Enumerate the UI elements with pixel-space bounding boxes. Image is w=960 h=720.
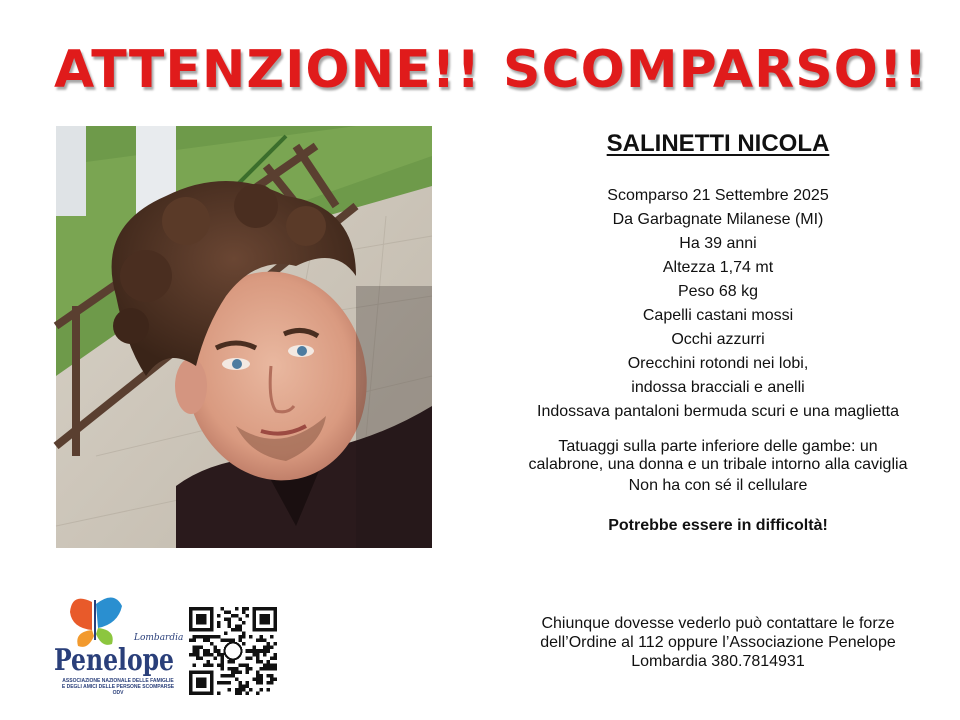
person-name: SALINETTI NICOLA bbox=[606, 130, 830, 157]
detail-line: Capelli castani mossi bbox=[642, 307, 794, 324]
detail-line: Peso 68 kg bbox=[677, 283, 759, 300]
warning-text: Potrebbe essere in difficoltà! bbox=[608, 517, 828, 534]
missing-person-photo bbox=[56, 126, 432, 548]
detail-line: Altezza 1,74 mt bbox=[662, 259, 774, 276]
logo-name: Penelope bbox=[54, 643, 174, 678]
detail-line: Occhi azzurri bbox=[671, 331, 765, 348]
logo-subtitle: ASSOCIAZIONE NAZIONALE DELLE FAMIGLIE E DEGLI AMICI DELLE PERSONE SCOMPARSE ODV bbox=[61, 678, 175, 696]
qr-code-icon[interactable] bbox=[189, 607, 277, 695]
detail-line: indossa bracciali e anelli bbox=[631, 379, 805, 396]
detail-line: Ha 39 anni bbox=[679, 235, 757, 252]
headline-attention: ATTENZIONE!! bbox=[54, 40, 482, 100]
contact-line: Lombardia 380.7814931 bbox=[631, 653, 805, 670]
contact-line: Chiunque dovesse vederlo può contattare le forze bbox=[541, 615, 895, 632]
detail-line: Da Garbagnate Milanese (MI) bbox=[612, 211, 824, 228]
logo-region: Lombardia bbox=[134, 633, 184, 643]
penelope-logo bbox=[52, 592, 182, 702]
detail-line: Orecchini rotondi nei lobi, bbox=[627, 355, 809, 372]
contact-info bbox=[488, 614, 948, 671]
person-details bbox=[488, 128, 948, 538]
headline-missing: SCOMPARSO!! bbox=[503, 40, 929, 100]
detail-line: Scomparso 21 Settembre 2025 bbox=[607, 187, 829, 204]
contact-line: dell’Ordine al 112 oppure l’Associazione Penelope bbox=[540, 634, 896, 651]
tattoo-line: calabrone, una donna e un tribale intorno alla caviglia bbox=[528, 456, 908, 473]
tattoo-line: Tatuaggi sulla parte inferiore delle gambe: un bbox=[558, 438, 878, 455]
phone-note: Non ha con sé il cellulare bbox=[628, 477, 808, 494]
whatsapp-icon bbox=[225, 643, 242, 660]
detail-line: Indossava pantaloni bermuda scuri e una maglietta bbox=[537, 403, 899, 420]
